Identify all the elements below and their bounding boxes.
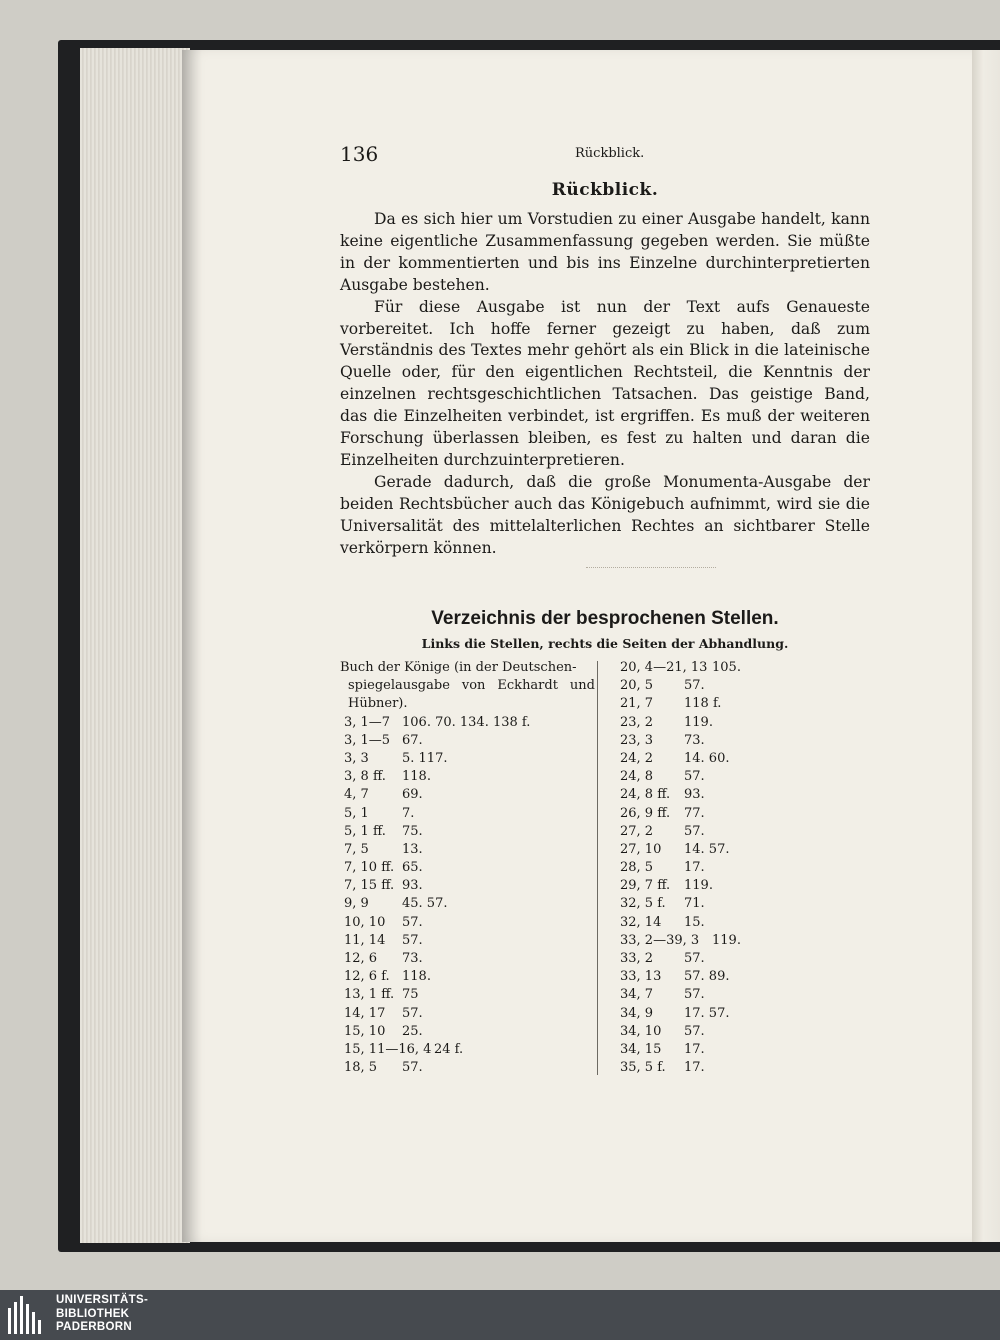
running-head — [340, 142, 870, 172]
index-entry-pages: 57. — [684, 823, 705, 839]
index-entry-pages: 57. — [402, 1060, 423, 1076]
index-entry-reference: 7, 10 ff. — [344, 860, 395, 876]
index-entry — [340, 732, 595, 750]
index-entry — [618, 786, 878, 804]
index-intro-line: spiegelausgabe von Eckhardt und Hübner). — [348, 678, 595, 712]
index-entry-pages: 57. — [684, 951, 705, 966]
index-entry-pages: 119. — [712, 932, 741, 948]
index-entry-reference: 18, 5 — [344, 1060, 378, 1076]
index-entry-reference: 20, 5 — [620, 678, 654, 694]
index-entry-pages: 119. — [684, 878, 713, 894]
index-entry-reference: 3, 8 ff. — [344, 769, 386, 785]
index-entry — [618, 877, 878, 895]
index-entry — [618, 986, 878, 1004]
index-entry-reference: 23, 3 — [620, 732, 654, 748]
library-name-line: UNIVERSITÄTS- — [56, 1294, 149, 1306]
index-entry-pages: 71. — [684, 896, 705, 912]
index-entry-reference: 7, 5 — [344, 841, 369, 857]
index-intro-line: Buch der Könige (in der Deutschen- — [340, 660, 577, 675]
index-entry — [340, 986, 595, 1004]
index-entry — [340, 841, 595, 859]
index-entry-reference: 20, 4—21, 13 — [620, 660, 708, 675]
index-entry — [618, 895, 878, 913]
paragraph-3: Gerade dadurch, daß die große Monumenta-Ausgabe der beiden Rechtsbücher auch das Königebuch aufnimmt, wird sie die Universalität des mittelalterlichen Rechtes an sichtbarer Stelle verkörpern können. — [340, 472, 870, 557]
body-text — [340, 209, 870, 560]
index-entry-pages: 7. — [402, 805, 415, 821]
facing-page-edge — [972, 50, 1000, 1242]
index-list-left — [340, 714, 595, 1078]
index-entry-pages: 17. — [684, 1041, 705, 1057]
index-entry — [340, 877, 595, 895]
library-logo-icon — [8, 1296, 46, 1334]
index-entry-reference: 33, 2 — [620, 951, 654, 966]
index-entry — [618, 950, 878, 968]
index-entry — [618, 932, 878, 950]
index-entry-reference: 21, 7 — [620, 696, 654, 712]
index-entry-pages: 65. — [402, 860, 423, 876]
index-entry — [340, 914, 595, 932]
index-entry-reference: 34, 7 — [620, 987, 654, 1003]
index-entry-pages: 14. 60. — [684, 750, 730, 766]
library-footer — [0, 1290, 1000, 1340]
index-entry-reference: 24, 2 — [620, 750, 654, 766]
index-entry-reference: 32, 5 f. — [620, 896, 666, 912]
index-intro — [340, 659, 595, 714]
index-entry-pages: 67. — [402, 732, 423, 748]
index-entry-reference: 15, 11—16, 4 — [344, 1041, 432, 1057]
index-entry-reference: 15, 10 — [344, 1023, 386, 1039]
index-entry-reference: 32, 14 — [620, 914, 662, 930]
index-entry — [618, 659, 878, 677]
index-entry — [618, 841, 878, 859]
index-entry-pages: 57. — [402, 1005, 423, 1021]
index-entry-reference: 3, 1—7 — [344, 714, 391, 730]
index-entry-reference: 23, 2 — [620, 714, 654, 730]
index-entry-pages: 73. — [402, 951, 423, 967]
index-entry-reference: 33, 13 — [620, 969, 662, 985]
gutter-shadow — [182, 50, 202, 1242]
index-entry — [340, 750, 595, 768]
index-entry — [618, 677, 878, 695]
index-entry — [618, 732, 878, 750]
index-entry-reference: 5, 1 — [344, 805, 369, 821]
index-entry-reference: 33, 2—39, 3 — [620, 932, 700, 948]
index-entry — [618, 1005, 878, 1023]
index-entry — [340, 823, 595, 841]
index-entry-reference: 12, 6 — [344, 951, 378, 967]
index-entry-pages: 57. — [684, 678, 705, 694]
index-entry-pages: 73. — [684, 732, 705, 748]
index-list-right — [618, 659, 878, 1077]
index-entry-reference: 9, 9 — [344, 896, 369, 912]
paragraph-2: Für diese Ausgabe ist nun der Text aufs Genaueste vorbereitet. Ich hoffe ferner gezeigt zu haben, daß zum Verständnis des Textes mehr gehört als ein Blick in die lateinische Quelle oder, für den eigentlichen Rechtsteil, die Kenntnis der einzelnen rechtsgeschichtlichen Tatsachen. Das geistige Band, das die Einzelheiten verbindet, ist ergriffen. Es muß der weiteren Forschung überlassen bleiben, es fest zu halten und daran die Einzelheiten durchzuinterpretieren. — [340, 297, 870, 469]
section-title: Rückblick. — [551, 180, 659, 200]
index-entry-pages: 17. — [684, 860, 705, 876]
index-entry — [618, 768, 878, 786]
index-entry-reference: 10, 10 — [344, 914, 386, 930]
separator — [586, 567, 716, 570]
index-entry-reference: 29, 7 ff. — [620, 878, 671, 894]
index-entry-pages: 93. — [402, 878, 423, 894]
index-entry — [618, 714, 878, 732]
index-entry-pages: 118. — [402, 969, 431, 985]
index-entry-reference: 27, 10 — [620, 841, 662, 857]
index-entry-reference: 34, 10 — [620, 1023, 662, 1039]
index-entry-pages: 24 f. — [434, 1041, 464, 1057]
index-entry-pages: 14. 57. — [684, 841, 730, 857]
index-entry-reference: 3, 1—5 — [344, 732, 391, 748]
index-entry-reference: 24, 8 ff. — [620, 787, 671, 803]
index-entry — [340, 895, 595, 913]
index-entry — [618, 859, 878, 877]
index-entry-pages: 69. — [402, 787, 423, 803]
index-entry — [340, 714, 595, 732]
index-entry-reference: 4, 7 — [344, 787, 369, 803]
index-entry-pages: 105. — [712, 660, 741, 675]
index-entry-reference: 12, 6 f. — [344, 969, 390, 985]
index-entry-pages: 17. — [684, 1060, 705, 1076]
index-entry — [618, 914, 878, 932]
index-entry-pages: 17. 57. — [684, 1005, 730, 1021]
index-entry-pages: 57. — [402, 932, 423, 948]
library-name-line: PADERBORN — [56, 1321, 132, 1333]
index-entry-pages: 57. — [684, 1023, 705, 1039]
index-entry — [340, 968, 595, 986]
index-entry — [618, 1023, 878, 1041]
index-entry-pages: 13. — [402, 841, 423, 857]
index-entry — [618, 750, 878, 768]
index-entry — [340, 1023, 595, 1041]
index-entry-pages: 118. — [402, 769, 431, 785]
index-entry-pages: 106. 70. 134. 138 f. — [402, 714, 531, 730]
page-number: 136 — [340, 142, 379, 166]
index-entry — [340, 1041, 595, 1059]
index-entry-pages: 45. 57. — [402, 896, 448, 912]
index-entry — [340, 950, 595, 968]
index-entry-pages: 75. — [402, 823, 423, 839]
index-entry — [340, 932, 595, 950]
index-entry — [340, 1059, 595, 1077]
index-entry — [340, 1005, 595, 1023]
index-entry — [618, 805, 878, 823]
index-entry-reference: 7, 15 ff. — [344, 878, 395, 894]
column-divider — [597, 661, 598, 1075]
index-subtitle: Links die Stellen, rechts die Seiten der Abhandlung. — [421, 636, 789, 651]
index-entry-pages: 57. — [684, 769, 705, 785]
index-entry — [618, 695, 878, 713]
index-title: Verzeichnis der besprochenen Stellen. — [431, 608, 779, 629]
index-entry — [340, 805, 595, 823]
index-entry-pages: 118 f. — [684, 696, 722, 712]
index-entry — [618, 1059, 878, 1077]
index-entry-pages: 75 — [402, 987, 419, 1003]
library-name — [56, 1294, 148, 1335]
index-entry-reference: 28, 5 — [620, 860, 654, 876]
paragraph-1: Da es sich hier um Vorstudien zu einer Ausgabe handelt, kann keine eigentliche Zusammenfassung gegeben werden. Sie müßte in der kommentierten und bis ins Einzelne durchinterpretierten Ausgabe bestehen. — [340, 210, 870, 294]
index-entry-reference: 35, 5 f. — [620, 1060, 666, 1076]
index-entry — [340, 768, 595, 786]
index-entry-pages: 119. — [684, 714, 713, 730]
index-entry — [340, 859, 595, 877]
index-entry-reference: 34, 9 — [620, 1005, 654, 1021]
page-stack-edge — [80, 48, 190, 1243]
index-entry-pages: 57. — [684, 987, 705, 1003]
index-entry-reference: 27, 2 — [620, 823, 654, 839]
index-column-left — [340, 659, 595, 1077]
index-entry-reference: 24, 8 — [620, 769, 654, 785]
running-title: Rückblick. — [575, 146, 645, 161]
index-entry-pages: 93. — [684, 787, 705, 803]
library-name-line: BIBLIOTHEK — [56, 1307, 130, 1320]
index-column-right — [618, 659, 878, 1077]
index-entry-pages: 57. 89. — [684, 969, 730, 985]
index-entry — [340, 786, 595, 804]
index-entry-reference: 14, 17 — [344, 1005, 386, 1021]
index-entry-reference: 11, 14 — [344, 932, 386, 948]
index-entry-pages: 25. — [402, 1023, 423, 1039]
index-entry-reference: 13, 1 ff. — [344, 987, 395, 1003]
index-entry-reference: 5, 1 ff. — [344, 823, 386, 839]
index-entry-pages: 5. 117. — [402, 750, 448, 766]
index-entry-reference: 34, 15 — [620, 1041, 662, 1057]
index-entry-reference: 26, 9 ff. — [620, 805, 671, 821]
index-entry-pages: 57. — [402, 914, 423, 930]
index-entry-reference: 3, 3 — [344, 750, 369, 766]
index-entry-pages: 15. — [684, 914, 705, 930]
index-entry — [618, 823, 878, 841]
index-entry-pages: 77. — [684, 805, 705, 821]
index-entry — [618, 1041, 878, 1059]
index-entry — [618, 968, 878, 986]
